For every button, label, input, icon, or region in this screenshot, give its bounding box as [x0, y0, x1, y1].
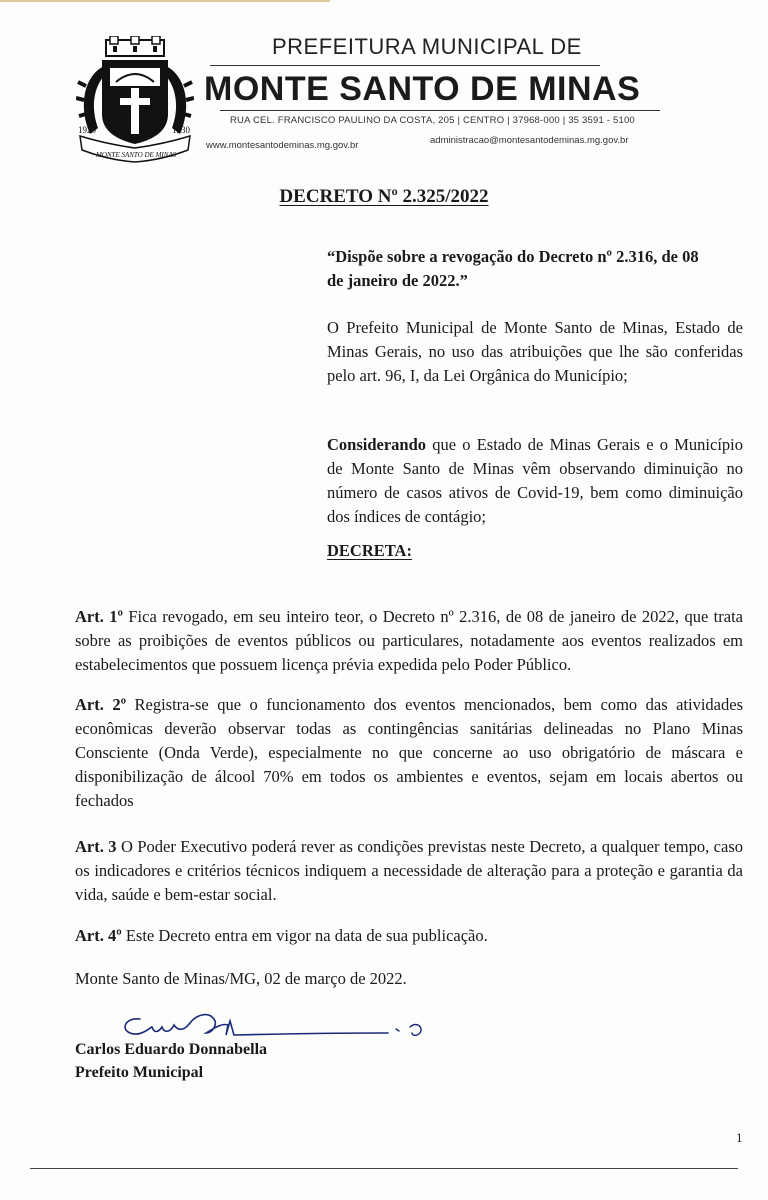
header-website-link[interactable]: www.montesantodeminas.mg.gov.br	[206, 140, 359, 151]
article-3-label: Art. 3	[75, 837, 117, 856]
svg-text:1930: 1930	[172, 125, 190, 135]
decree-summary-line1: “Dispõe sobre a revogação do Decreto nº 2.316, de 08	[327, 247, 699, 266]
footer-divider	[30, 1168, 738, 1169]
header-divider-bottom	[220, 110, 660, 111]
signer-name: Carlos Eduardo Donnabella	[75, 1041, 268, 1058]
header-title-line1: PREFEITURA MUNICIPAL DE	[272, 34, 582, 59]
decree-title: DECRETO Nº 2.325/2022	[279, 186, 489, 207]
considerando-label: Considerando	[327, 435, 427, 454]
municipal-coat-of-arms-icon	[76, 36, 194, 164]
article-4	[75, 924, 743, 948]
decreta-heading: DECRETA:	[327, 541, 412, 560]
scan-edge-line	[0, 0, 330, 2]
article-4-label: Art. 4º	[75, 926, 122, 945]
handwritten-signature	[118, 1005, 448, 1043]
considerando-paragraph	[327, 433, 743, 529]
decree-summary-line2: de janeiro de 2022.”	[327, 271, 468, 290]
decree-summary	[327, 245, 743, 293]
article-1-label: Art. 1º	[75, 607, 123, 626]
header-title-line2: MONTE SANTO DE MINAS	[204, 70, 641, 108]
article-2	[75, 693, 743, 813]
signer-title: Prefeito Municipal	[75, 1064, 204, 1081]
article-1	[75, 605, 743, 677]
page-number: 1	[736, 1130, 743, 1145]
place-and-date: Monte Santo de Minas/MG, 02 de março de 2022.	[75, 969, 407, 988]
considerando-text: que o Estado de Minas Gerais e o Município de Monte Santo de Minas vêm observando diminuição no número de casos ativos de Covid-19, bem como diminuição dos índices de contágio;	[327, 435, 743, 526]
article-4-text: Este Decreto entra em vigor na data de sua publicação.	[121, 926, 488, 945]
svg-text:1920: 1920	[78, 125, 96, 135]
header-divider-top	[210, 65, 600, 66]
svg-text:MONTE SANTO DE MINAS: MONTE SANTO DE MINAS	[96, 151, 177, 159]
header-email-link[interactable]: administracao@montesantodeminas.mg.gov.br	[430, 135, 629, 146]
article-2-text: Registra-se que o funcionamento dos eventos mencionados, bem como das atividades econômicas deverão observar todas as contingências sanitárias delineadas no Plano Minas Consciente (Onda Verde), especialmente no que concerne ao uso obrigatório de máscara e disponibilização de álcool 70% em todos os ambientes e eventos, sejam em locais abertos ou fechados	[75, 695, 743, 810]
article-3	[75, 835, 743, 907]
header-address: RUA CEL. FRANCISCO PAULINO DA COSTA, 205 | CENTRO | 37968-000 | 35 3591 - 5100	[230, 115, 635, 126]
article-2-label: Art. 2º	[75, 695, 127, 714]
article-3-text: O Poder Executivo poderá rever as condições previstas neste Decreto, a qualquer tempo, caso os indicadores e critérios técnicos indiquem a necessidade de alteração para a proteção e garantia da vida, saúde e bem-estar social.	[75, 837, 744, 904]
preamble-paragraph: O Prefeito Municipal de Monte Santo de Minas, Estado de Minas Gerais, no uso das atribuições que lhe são conferidas pelo art. 96, I, da Lei Orgânica do Município;	[327, 318, 743, 385]
article-1-text: Fica revogado, em seu inteiro teor, o Decreto nº 2.316, de 08 de janeiro de 2022, que trata sobre as proibições de eventos públicos ou particulares, notadamente aos eventos realizados em estabelecimentos que possuem licença prévia expedida pelo Poder Público.	[75, 607, 743, 674]
